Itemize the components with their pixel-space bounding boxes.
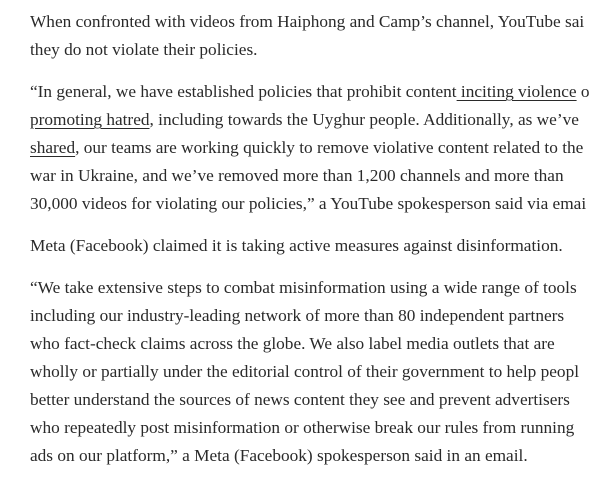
text-segment: who fact-check claims across the globe. We also label media outlets that are — [30, 334, 555, 353]
text-segment: including our industry-leading network of more than 80 independent partners — [30, 306, 565, 325]
text-line — [30, 358, 600, 386]
text-segment: , our teams are working quickly to remove violative content related to the — [75, 138, 584, 157]
article-body — [30, 8, 600, 484]
text-segment: wholly or partially under the editorial control of their government to help peopl — [30, 362, 580, 381]
text-line — [30, 190, 600, 218]
text-segment: Meta (Facebook) claimed it is taking active measures against disinformation. — [30, 236, 563, 255]
text-line — [30, 162, 600, 190]
inline-link[interactable]: inciting violence — [456, 82, 577, 101]
text-line — [30, 414, 600, 442]
text-segment: better understand the sources of news content they see and prevent advertisers — [30, 390, 570, 409]
text-segment: “We take extensive steps to combat misinformation using a wide range of tools — [30, 278, 577, 297]
text-segment: o — [576, 82, 590, 101]
text-segment: war in Ukraine, and we’ve removed more than 1,200 channels and more than — [30, 166, 564, 185]
article-paragraph — [30, 78, 600, 218]
text-segment: , including towards the Uyghur people. Additionally, as we’ve — [149, 110, 579, 129]
text-line — [30, 232, 600, 260]
text-line — [30, 302, 600, 330]
text-line — [30, 442, 600, 470]
text-line — [30, 78, 600, 106]
text-segment: ads on our platform,” a Meta (Facebook) spokesperson said in an email. — [30, 446, 528, 465]
inline-link[interactable]: shared — [30, 138, 76, 157]
text-line — [30, 8, 600, 36]
text-line — [30, 274, 600, 302]
text-line — [30, 106, 600, 134]
text-segment: “In general, we have established policies that prohibit content — [30, 82, 457, 101]
text-segment: who repeatedly post misinformation or otherwise break our rules from running — [30, 418, 575, 437]
text-line — [30, 134, 600, 162]
article-paragraph — [30, 8, 600, 64]
text-segment: they do not violate their policies. — [30, 40, 258, 59]
text-line — [30, 386, 600, 414]
text-segment: When confronted with videos from Haiphong and Camp’s channel, YouTube sai — [30, 12, 585, 31]
inline-link[interactable]: promoting hatred — [30, 110, 150, 129]
text-line — [30, 330, 600, 358]
article-paragraph — [30, 232, 600, 260]
article-paragraph — [30, 274, 600, 470]
text-segment: 30,000 videos for violating our policies,” a YouTube spokesperson said via emai — [30, 194, 587, 213]
text-line — [30, 36, 600, 64]
